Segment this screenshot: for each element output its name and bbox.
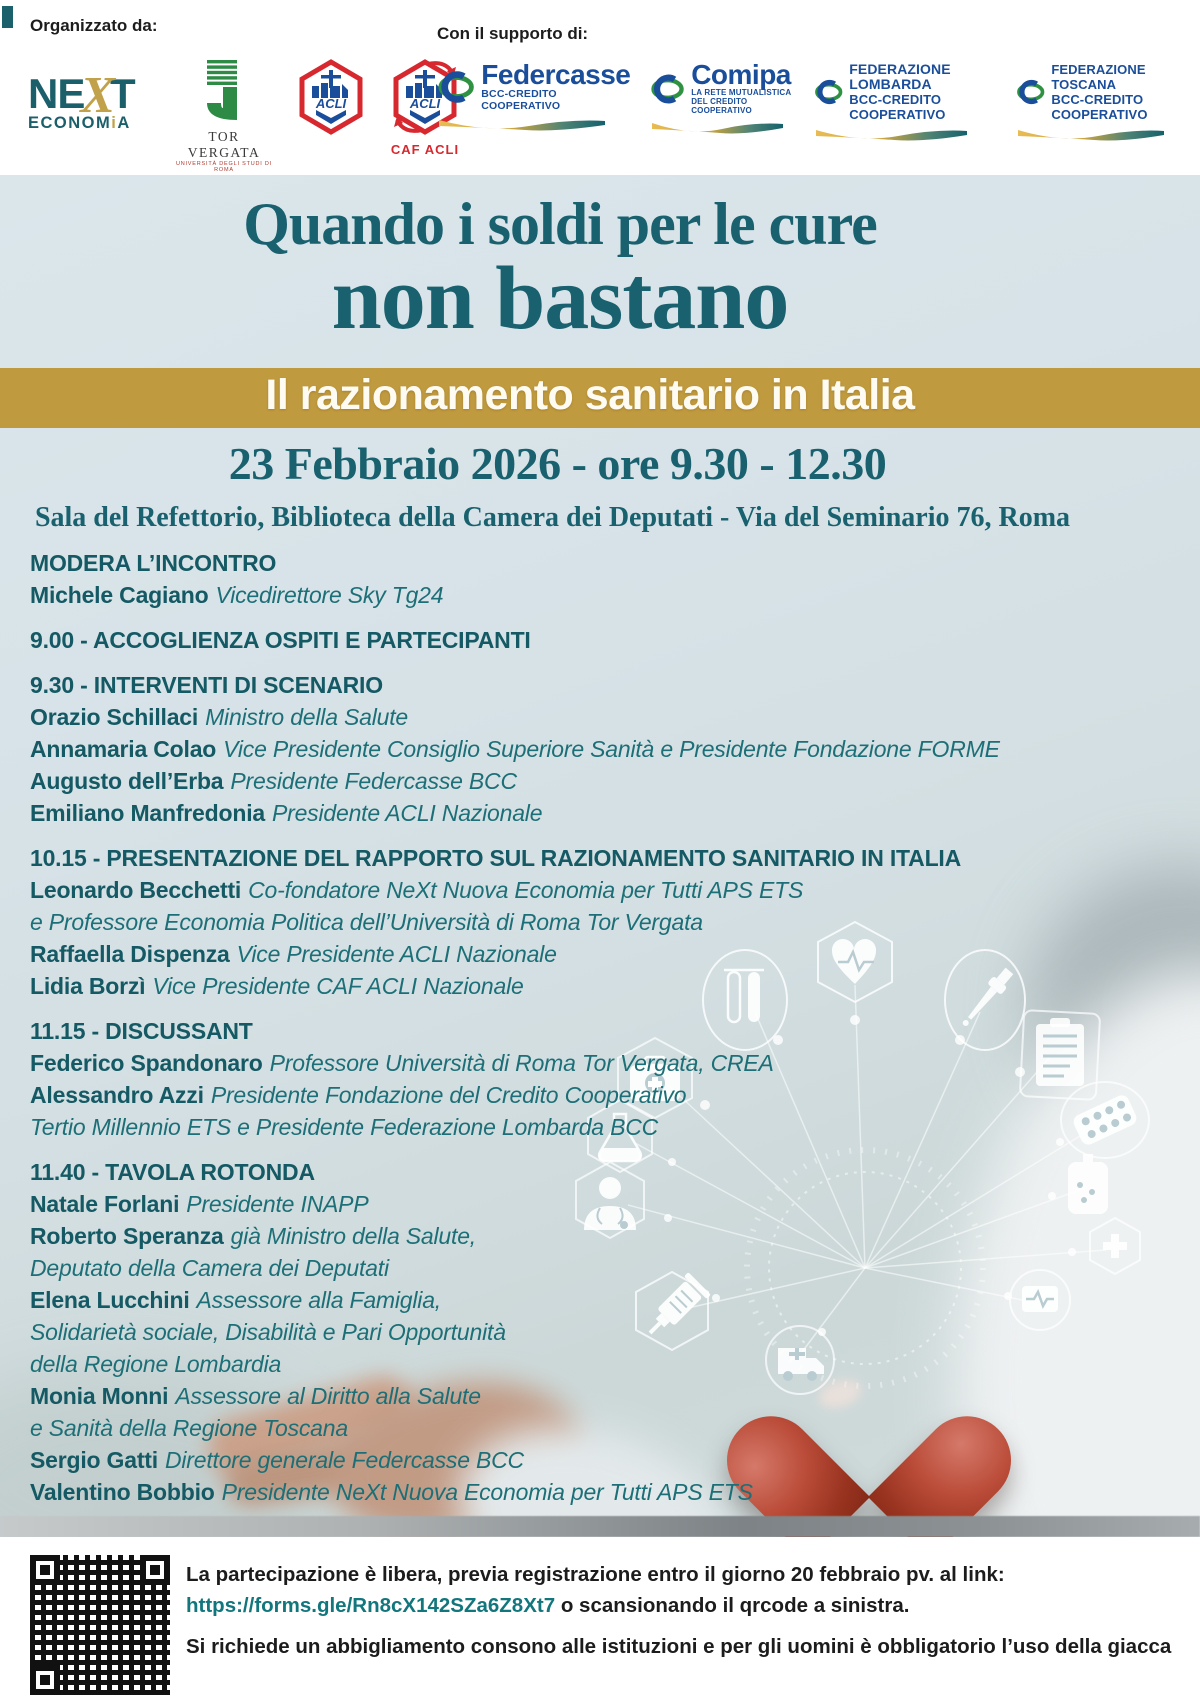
next-economia-wordmark: ECONOMiA [28, 114, 131, 132]
tor-vergata-logo: TOR VERGATA UNIVERSITÀ DEGLI STUDI DI ROMA [172, 58, 276, 173]
svg-text:ACLI: ACLI [315, 96, 347, 111]
registration-text [186, 1559, 1176, 1621]
program-line [30, 1412, 1170, 1444]
speaker-role: Presidente ACLI Nazionale [271, 800, 543, 826]
speaker-name: Emiliano Manfredonia [30, 800, 265, 826]
program-section [30, 669, 1170, 829]
program-section [30, 1156, 1170, 1508]
swoosh-icon [814, 127, 969, 141]
speaker-name: Lidia Borzì [30, 973, 146, 999]
program-line [30, 1047, 1170, 1079]
program-line [30, 970, 1170, 1002]
title-block [0, 191, 1120, 348]
program-line [30, 1111, 1170, 1143]
registration-line2-rest: o scansionando il qrcode a sinistra. [555, 1594, 910, 1617]
photo-bottom-edge [0, 1516, 1200, 1537]
speaker-role: Solidarietà sociale, Disabilità e Pari Opportunità [30, 1319, 506, 1345]
speaker-name: Roberto Speranza [30, 1223, 224, 1249]
speaker-name: Raffaella Dispenza [30, 941, 230, 967]
subtitle-text: Il razionamento sanitario in Italia [265, 371, 915, 419]
speaker-name: Orazio Schillaci [30, 704, 199, 730]
registration-link[interactable]: https://forms.gle/Rn8cX142SZa6Z8Xt7 [186, 1594, 556, 1617]
title-line-1: Quando i soldi per le cure [243, 191, 877, 257]
speaker-name: Annamaria Colao [30, 736, 217, 762]
program-line [30, 1252, 1170, 1284]
program-section [30, 842, 1170, 1002]
dress-code-text: Si richiede un abbigliamento consono alle istituzioni e per gli uomini è obbligatorio l’uso della giacca [186, 1635, 1172, 1658]
qr-finder-icon [30, 1665, 60, 1695]
program-line [30, 1316, 1170, 1348]
speaker-role: Vice Presidente CAF ACLI Nazionale [152, 973, 524, 999]
session-heading: 11.15 - DISCUSSANT [30, 1018, 253, 1044]
program-line [30, 938, 1170, 970]
speaker-role: Vice Presidente ACLI Nazionale [236, 941, 557, 967]
program-line [30, 1380, 1170, 1412]
bcc-emblem-icon [437, 67, 475, 107]
program-line [30, 579, 1170, 611]
program-line [30, 1220, 1170, 1252]
speaker-role: Assessore al Diritto alla Salute [175, 1383, 481, 1409]
program-line [30, 765, 1170, 797]
acli-emblem-icon [296, 58, 366, 136]
program-line [30, 1188, 1170, 1220]
session-heading: MODERA L’INCONTRO [30, 550, 277, 576]
federazione-toscana-logo: FEDERAZIONE TOSCANA BCC-CREDITO COOPERATIVO [1016, 62, 1200, 141]
program-line [30, 874, 1170, 906]
comipa-logo: Comipa LA RETE MUTUALISTICA DEL CREDITO COOPERATIVO [650, 62, 796, 134]
speaker-role: Direttore generale Federcasse BCC [164, 1447, 524, 1473]
title-line-2: non bastano [331, 249, 789, 348]
speaker-name: Augusto dell’Erba [30, 768, 224, 794]
speaker-name: Elena Lucchini [30, 1287, 190, 1313]
qr-finder-icon [30, 1555, 60, 1585]
program [30, 547, 1170, 1521]
program-line [30, 1444, 1170, 1476]
qr-code [30, 1555, 170, 1695]
program-line [30, 1284, 1170, 1316]
speaker-role: già Ministro della Salute, [230, 1223, 476, 1249]
speaker-name: Valentino Bobbio [30, 1479, 215, 1505]
qr-finder-icon [140, 1555, 170, 1585]
program-line [30, 797, 1170, 829]
organizer-logos [28, 58, 464, 173]
session-heading: 11.40 - TAVOLA ROTONDA [30, 1159, 315, 1185]
speaker-role: Tertio Millennio ETS e Presidente Federazione Lombarda BCC [30, 1114, 659, 1140]
program-line [30, 1348, 1170, 1380]
speaker-role: Professore Università di Roma Tor Vergata, CREA [269, 1050, 774, 1076]
registration-line1: La partecipazione è libera, previa registrazione entro il giorno 20 febbraio pv. al link: [186, 1563, 1005, 1586]
federazione-lombarda-logo: FEDERAZIONE LOMBARDA BCC-CREDITO COOPERATIVO [814, 62, 998, 141]
speaker-role: Ministro della Salute [205, 704, 408, 730]
acli-logo [292, 58, 370, 141]
event-venue: Sala del Refettorio, Biblioteca della Camera dei Deputati - Via del Seminario 76, Roma [34, 502, 1071, 533]
speaker-name: Natale Forlani [30, 1191, 180, 1217]
speaker-name: Leonardo Becchetti [30, 877, 242, 903]
federcasse-logo: Federcasse BCC-CREDITO COOPERATIVO [437, 62, 632, 131]
svg-text:ACLI: ACLI [409, 96, 441, 111]
program-section [30, 624, 1170, 656]
supported-by-label: Con il supporto di: [437, 24, 589, 43]
speaker-role: Vice Presidente Consiglio Superiore Sanità e Presidente Fondazione FORME [223, 736, 1000, 762]
corner-mark [2, 6, 13, 28]
program-line [30, 701, 1170, 733]
speaker-name: Alessandro Azzi [30, 1082, 204, 1108]
speaker-role: Assessore alla Famiglia, [196, 1287, 441, 1313]
tor-vergata-mark-icon [193, 58, 255, 122]
session-heading: 9.00 - ACCOGLIENZA OSPITI E PARTECIPANTI [30, 627, 531, 653]
caf-acli-logo: ACLI CAF ACLI [386, 58, 464, 157]
speaker-name: Federico Spandonaro [30, 1050, 263, 1076]
session-heading: 10.15 - PRESENTAZIONE DEL RAPPORTO SUL RAZIONAMENTO SANITARIO IN ITALIA [30, 845, 962, 871]
speaker-role: e Professore Economia Politica dell’Università di Roma Tor Vergata [30, 909, 703, 935]
bcc-emblem-icon [814, 73, 843, 111]
swoosh-icon [437, 117, 607, 131]
footer [0, 1537, 1200, 1696]
program-section [30, 1015, 1170, 1143]
speaker-role: Presidente INAPP [186, 1191, 369, 1217]
program-section [30, 547, 1170, 611]
supporter-logos [437, 59, 1200, 141]
swoosh-icon [650, 120, 785, 134]
bcc-emblem-icon [650, 69, 685, 109]
speaker-role: Vicedirettore Sky Tg24 [215, 582, 444, 608]
poster-body [0, 175, 1200, 1537]
program-line [30, 1079, 1170, 1111]
next-economia-logo: NEXT ECONOMiA [28, 58, 156, 133]
speaker-name: Monia Monni [30, 1383, 169, 1409]
speaker-role: Deputato della Camera dei Deputati [30, 1255, 389, 1281]
speaker-name: Sergio Gatti [30, 1447, 158, 1473]
next-gold-x: X [80, 67, 115, 124]
speaker-role: Presidente Federcasse BCC [230, 768, 517, 794]
speaker-role: Presidente Fondazione del Credito Cooperativo [210, 1082, 687, 1108]
speaker-role: Co-fondatore NeXt Nuova Economia per Tutti APS ETS [248, 877, 804, 903]
speaker-role: della Regione Lombardia [30, 1351, 282, 1377]
organized-by-label: Organizzato da: [30, 16, 158, 35]
speaker-name: Michele Cagiano [30, 582, 209, 608]
program-line [30, 906, 1170, 938]
program-line [30, 1476, 1170, 1508]
bcc-emblem-icon [1016, 73, 1045, 111]
event-datetime: 23 Febbraio 2026 - ore 9.30 - 12.30 [228, 438, 887, 489]
program-line [30, 733, 1170, 765]
session-heading: 9.30 - INTERVENTI DI SCENARIO [30, 672, 383, 698]
speaker-role: Presidente NeXt Nuova Economia per Tutti APS ETS [221, 1479, 753, 1505]
swoosh-icon [1016, 127, 1166, 141]
speaker-role: e Sanità della Regione Toscana [30, 1415, 348, 1441]
